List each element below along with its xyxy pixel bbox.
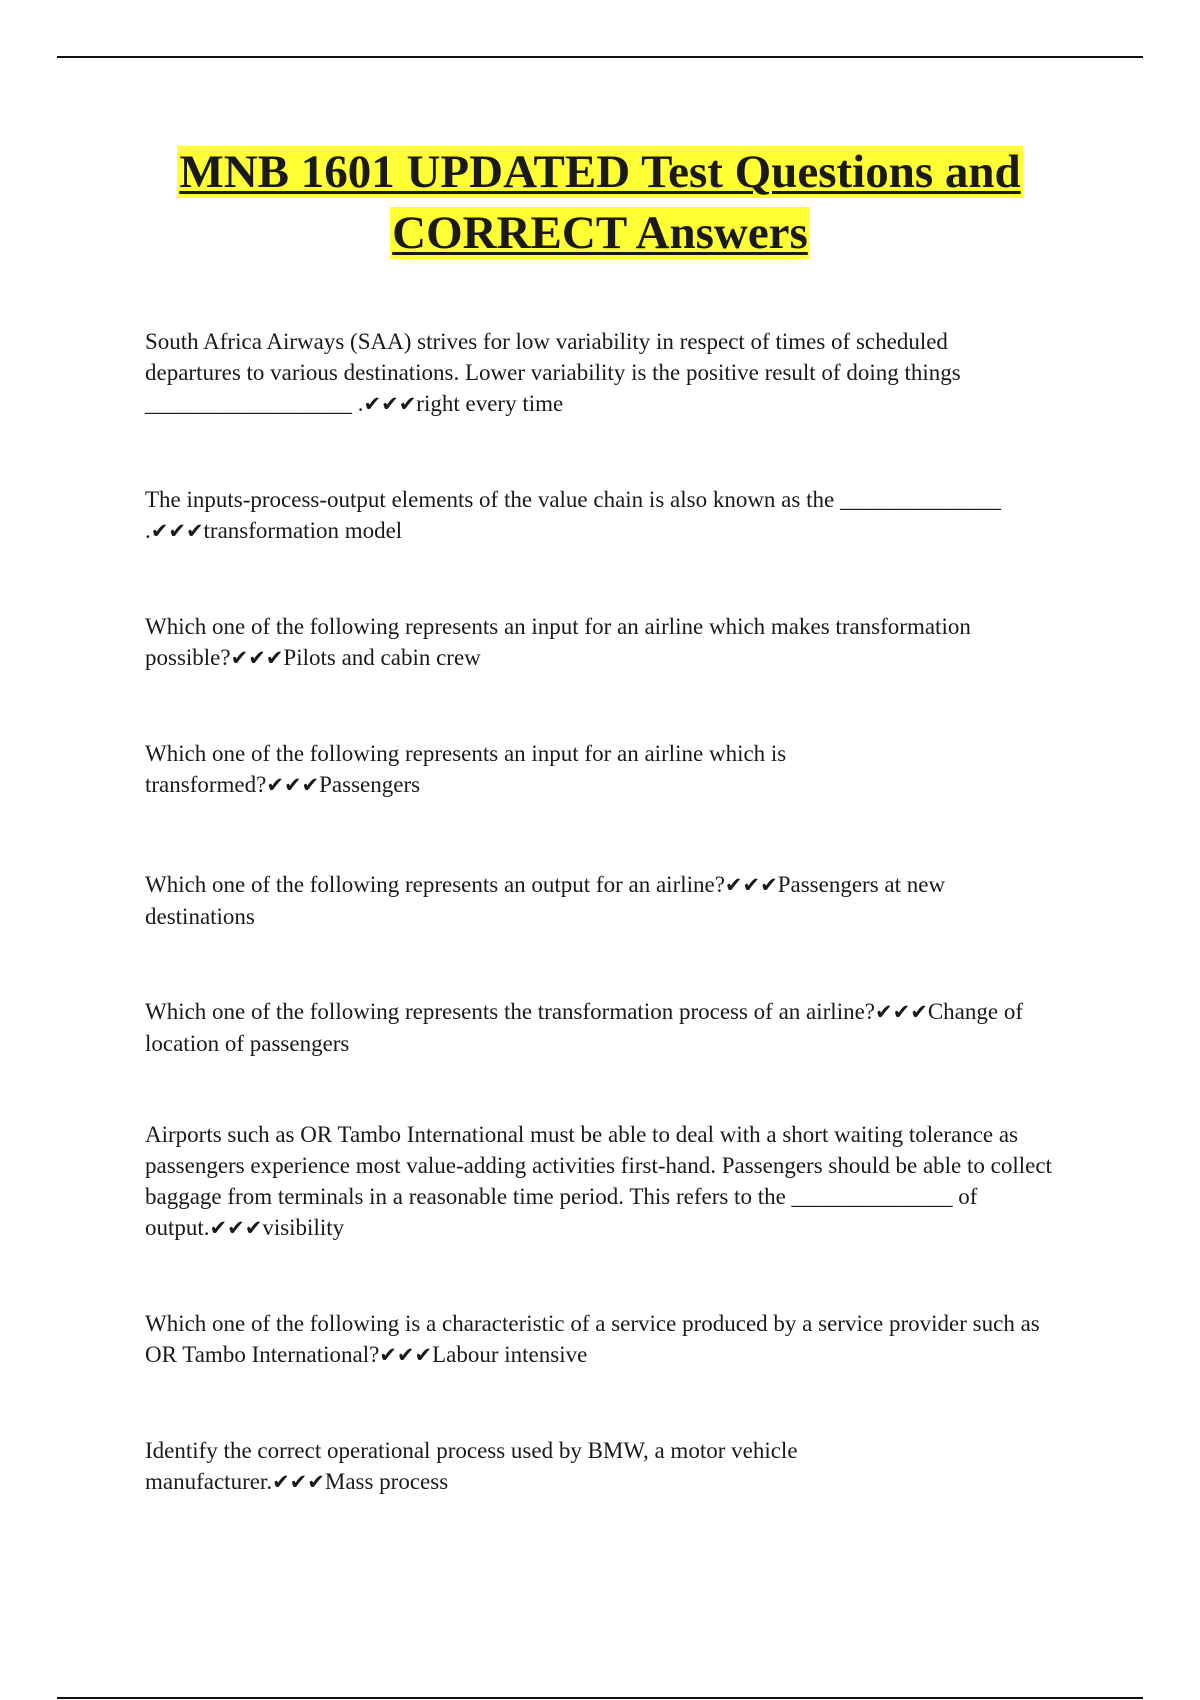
question-text: South Africa Airways (SAA) strives for low variability in respect of times of scheduled departures to various destinations. Lower variability is the positive result of doing things __________________ .	[145, 329, 961, 416]
answer-text: Change of location of passengers	[145, 999, 1023, 1056]
question-text: Airports such as OR Tambo International must be able to deal with a short waiting tolerance as passengers experience most value-adding activities first-hand. Passengers should be able to collect baggage from terminals in a reasonable time period. This refers to the ______________ of output.	[145, 1122, 1052, 1240]
answer-text: Labour intensive	[432, 1342, 588, 1367]
qa-item-4	[145, 738, 865, 801]
qa-item-8	[145, 1308, 1045, 1371]
footer-rule	[57, 1697, 1143, 1699]
check-marks-icon: ✔✔✔	[230, 646, 284, 670]
qa-item-3	[145, 611, 1045, 674]
question-text: Identify the correct operational process used by BMW, a motor vehicle manufacturer.	[145, 1438, 798, 1494]
answer-text: right every time	[416, 391, 564, 416]
answer-text: Mass process	[324, 1469, 449, 1494]
question-text: Which one of the following represents an output for an airline?	[145, 872, 725, 897]
check-marks-icon: ✔✔✔	[266, 773, 320, 797]
question-text: The inputs-process-output elements of the value chain is also known as the ______________ .	[145, 487, 1001, 543]
qa-item-6	[145, 996, 1080, 1059]
question-text: Which one of the following represents the transformation process of an airline?	[145, 999, 876, 1024]
check-marks-icon: ✔✔✔	[724, 873, 778, 897]
document-title	[80, 142, 1120, 264]
check-marks-icon: ✔✔✔	[363, 392, 417, 416]
check-marks-icon: ✔✔✔	[150, 519, 204, 543]
check-marks-icon: ✔✔✔	[272, 1470, 325, 1494]
qa-item-5	[145, 869, 1045, 932]
answer-text: transformation model	[203, 518, 403, 543]
answer-text: Passengers at new destinations	[145, 872, 946, 929]
qa-item-7	[145, 1119, 1070, 1244]
answer-text: visibility	[262, 1215, 345, 1240]
qa-item-1	[145, 326, 1045, 420]
answer-text: Passengers	[319, 772, 421, 797]
check-marks-icon: ✔✔✔	[379, 1343, 433, 1367]
check-marks-icon: ✔✔✔	[875, 1000, 928, 1024]
question-text: Which one of the following represents an input for an airline which is transformed?	[145, 741, 787, 797]
qa-item-2	[145, 484, 1045, 547]
question-text: Which one of the following is a characteristic of a service produced by a service provider such as OR Tambo International?	[145, 1311, 1040, 1367]
question-text: Which one of the following represents an input for an airline which makes transformation possible?	[145, 614, 971, 670]
answer-text: Pilots and cabin crew	[283, 645, 481, 670]
qa-item-9	[145, 1435, 865, 1498]
check-marks-icon: ✔✔✔	[209, 1216, 263, 1240]
document-title-text: MNB 1601 UPDATED Test Questions and CORRECT Answers	[179, 146, 1021, 259]
header-rule	[57, 56, 1143, 58]
